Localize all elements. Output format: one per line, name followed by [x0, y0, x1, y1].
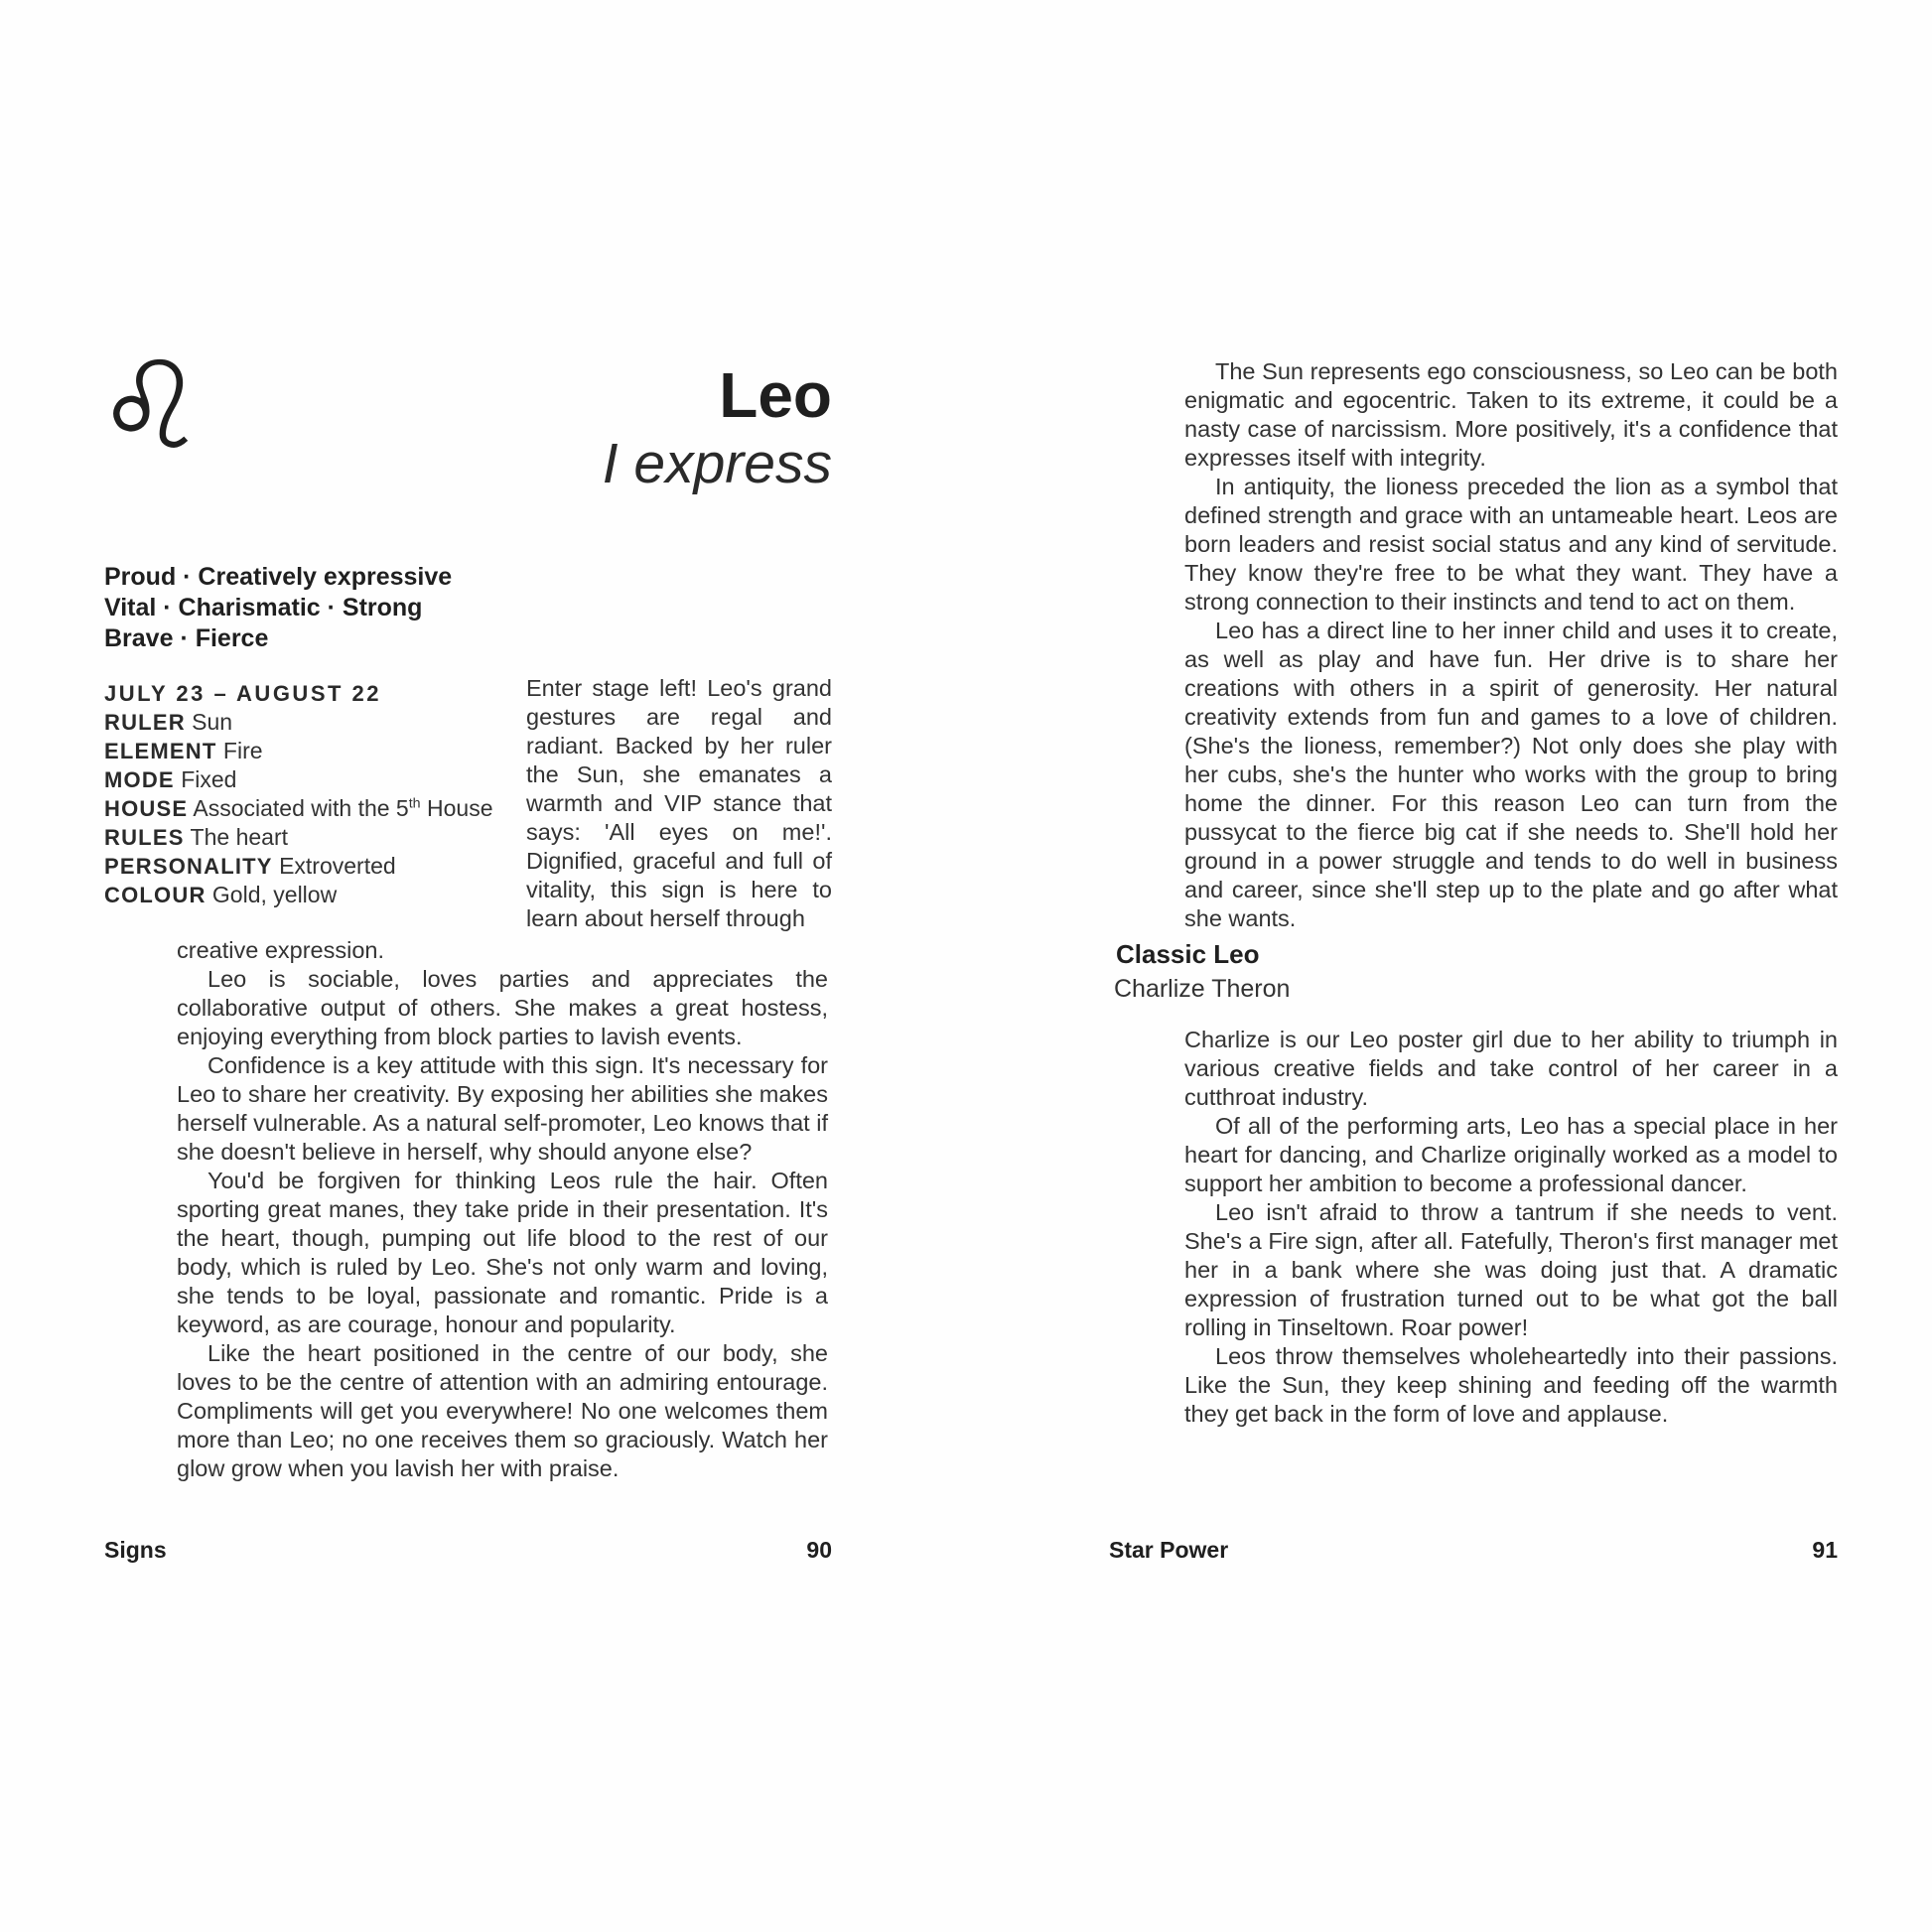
right-body-text	[1184, 357, 1838, 933]
traits-list	[104, 562, 452, 654]
celebrity-name: Charlize Theron	[1114, 975, 1291, 1003]
page-number: 91	[1812, 1537, 1838, 1563]
left-page-footer	[104, 1537, 832, 1564]
detail-value	[193, 795, 492, 821]
detail-label: COLOUR	[104, 883, 207, 907]
detail-label: ELEMENT	[104, 739, 217, 763]
detail-house	[104, 794, 492, 823]
paragraph: Of all of the performing arts, Leo has a special place in her heart for dancing, and Charlize originally worked as a model to support her ambition to become a professional dancer.	[1184, 1113, 1838, 1196]
detail-label: RULES	[104, 825, 185, 850]
paragraph: Like the heart positioned in the centre of our body, she loves to be the centre of attention with an admiring entourage. Compliments will get you everywhere! No one welcomes them more than Leo; no one receives them so graciously. Watch her glow grow when you lavish her with praise.	[177, 1340, 828, 1481]
page-number: 90	[806, 1537, 832, 1563]
ordinal-suffix: th	[408, 795, 421, 812]
right-page	[1109, 0, 1838, 1932]
traits-line: Proud · Creatively expressive	[104, 563, 453, 591]
detail-element	[104, 737, 492, 765]
detail-value: Extroverted	[279, 853, 396, 879]
paragraph: Leo has a direct line to her inner child and uses it to create, as well as play and have fun. Her drive is to share her creations with others in a spirit of generosity. Her natural creativity extends from fun and games to a love of children. (She's the lioness, remember?) Not only does she play with her cubs, she's the hunter who works with the group to bring home the dinner. For this reason Leo can turn from the pussycat to the fierce big cat if she needs to. She'll hold her ground in a power struggle and tends to do well in business and career, since she'll step up to the plate and go after what she wants.	[1184, 618, 1838, 931]
sign-title-block	[104, 359, 832, 495]
detail-value: The heart	[190, 824, 288, 850]
leo-zodiac-glyph-icon: ♌	[96, 336, 206, 477]
paragraph: Leos throw themselves wholeheartedly into their passions. Like the Sun, they keep shining and feeding off the warmth they get back in the form of love and applause.	[1184, 1343, 1838, 1427]
detail-label: PERSONALITY	[104, 854, 273, 879]
paragraph: You'd be forgiven for thinking Leos rule the hair. Often sporting great manes, they take pride in their presentation. It's the heart, though, pumping out life blood to the rest of our body, which is ruled by Leo. She's not only warm and loving, she tends to be loyal, passionate and romantic. Pride is a keyword, as are courage, honour and popularity.	[177, 1168, 828, 1337]
detail-label: HOUSE	[104, 796, 189, 821]
detail-value: Fire	[222, 738, 263, 763]
detail-value: Fixed	[181, 766, 237, 792]
paragraph: Leo isn't afraid to throw a tantrum if she needs to vent. She's a Fire sign, after all. Fatefully, Theron's first manager met her in a bank where she was doing just that. A dramatic expression of frustration turned out to be what got the ball rolling in Tinseltown. Roar power!	[1184, 1199, 1838, 1340]
detail-value: Sun	[192, 709, 233, 735]
right-page-footer	[1109, 1537, 1838, 1564]
left-body-text	[177, 936, 828, 1483]
paragraph: creative expression.	[177, 937, 384, 963]
detail-mode	[104, 765, 492, 794]
detail-value-text: House	[420, 795, 493, 821]
footer-section-label: Star Power	[1109, 1537, 1229, 1563]
classic-leo-body-text	[1184, 1026, 1838, 1429]
paragraph: In antiquity, the lioness preceded the lion as a symbol that defined strength and grace with an untameable heart. Leos are born leaders and resist social status and any kind of servitude. They know they're free to be what they want. They have a strong connection to their instincts and tend to act on them.	[1184, 474, 1838, 615]
paragraph: Leo is sociable, loves parties and appreciates the collaborative output of others. She makes a great hostess, enjoying everything from block parties to lavish events.	[177, 966, 828, 1049]
paragraph: Charlize is our Leo poster girl due to her ability to triumph in various creative fields and take control of her career in a cutthroat industry.	[1184, 1027, 1838, 1110]
sign-title: Leo	[719, 359, 832, 431]
classic-leo-heading: Classic Leo	[1116, 939, 1260, 969]
traits-line: Vital · Charismatic · Strong	[104, 594, 423, 621]
detail-label: RULER	[104, 710, 186, 735]
sign-motto: I express	[602, 432, 832, 495]
date-range: JULY 23 – AUGUST 22	[104, 681, 382, 706]
sign-details-list	[104, 679, 492, 909]
paragraph: The Sun represents ego consciousness, so Leo can be both enigmatic and egocentric. Taken to its extreme, it could be a nasty case of narcissism. More positively, it's a confidence that expresses itself with integrity.	[1184, 358, 1838, 471]
detail-ruler	[104, 708, 492, 737]
detail-value: Gold, yellow	[211, 882, 338, 907]
detail-colour	[104, 881, 492, 909]
traits-line: Brave · Fierce	[104, 624, 269, 652]
detail-label: MODE	[104, 767, 175, 792]
detail-personality	[104, 852, 492, 881]
left-page	[96, 0, 832, 1932]
paragraph: Confidence is a key attitude with this sign. It's necessary for Leo to share her creativity. By exposing her abilities she makes herself vulnerable. As a natural self-promoter, Leo knows that if she doesn't believe in herself, why should anyone else?	[177, 1052, 828, 1165]
footer-section-label: Signs	[104, 1537, 167, 1563]
detail-value-text: Associated with the 5	[193, 795, 409, 821]
intro-paragraph-column: Enter stage left! Leo's grand gestures are regal and radiant. Backed by her ruler the Sun, she emanates a warmth and VIP stance that says: 'All eyes on me!'. Dignified, graceful and full of vitality, this sign is here to learn about herself through	[526, 675, 832, 931]
detail-rules	[104, 823, 492, 852]
